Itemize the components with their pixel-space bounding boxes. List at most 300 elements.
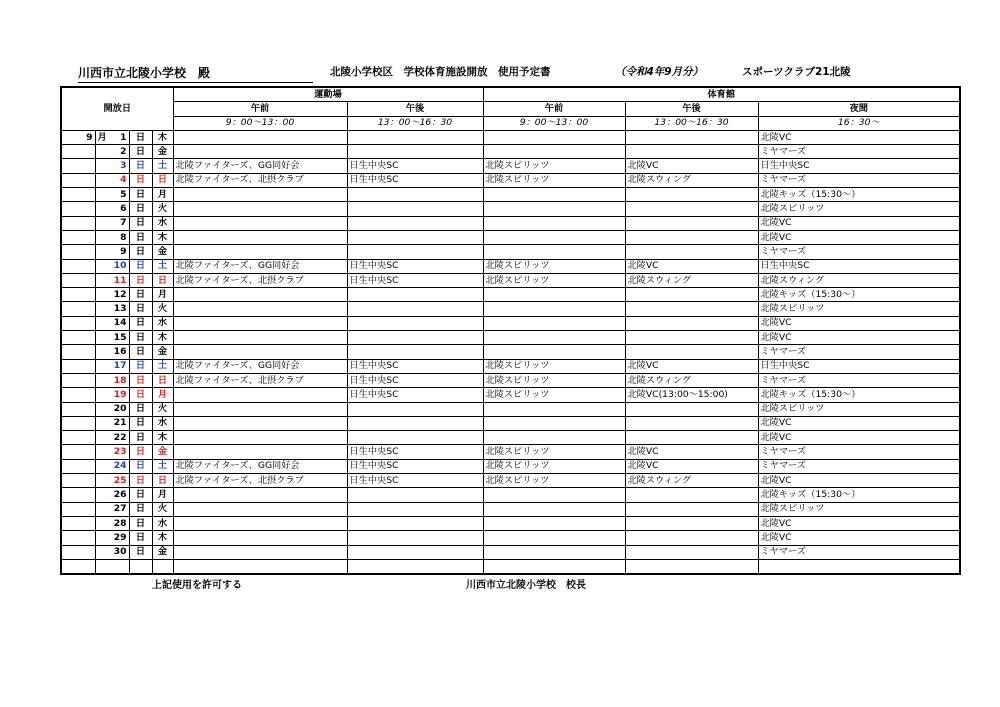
gym-pm-cell: 北陵スウィング <box>625 173 758 187</box>
weekday-cell: 日 <box>152 173 173 187</box>
gym-am-cell: 北陵スピリッツ <box>483 173 625 187</box>
month-cell <box>61 173 95 187</box>
ground-am-cell <box>173 431 347 445</box>
gym-pm-cell <box>625 502 758 516</box>
table-row <box>61 245 960 259</box>
gym-am-time: 9：00～13：00 <box>483 116 625 130</box>
ground-pm-cell: 日生中央SC <box>347 474 483 488</box>
day-suffix-cell: 日 <box>129 331 152 345</box>
ground-pm-cell <box>347 188 483 202</box>
gym-pm-cell: 北陵VC <box>625 445 758 459</box>
table-row <box>61 202 960 216</box>
empty-cell <box>152 559 173 574</box>
day-number-cell: 11 <box>95 273 129 287</box>
day-number-cell: 22 <box>95 431 129 445</box>
ground-am-cell <box>173 316 347 330</box>
gym-pm-cell: 北陵スウィング <box>625 373 758 387</box>
table-row <box>61 345 960 359</box>
gym-night-cell: 日生中央SC <box>758 359 960 373</box>
gym-night-cell: 日生中央SC <box>758 259 960 273</box>
gym-night-cell: ミヤマーズ <box>758 545 960 559</box>
ground-am-cell <box>173 245 347 259</box>
month-cell <box>61 488 95 502</box>
ground-am-cell <box>173 145 347 159</box>
gym-pm-cell: 北陵スウィング <box>625 474 758 488</box>
day-number-cell: 12 <box>95 288 129 302</box>
table-row <box>61 459 960 473</box>
day-number: 1 <box>120 131 127 143</box>
gym-night-cell: 北陵スピリッツ <box>758 502 960 516</box>
table-row <box>61 145 960 159</box>
gym-pm-cell <box>625 245 758 259</box>
ground-header: 運動場 <box>173 87 483 102</box>
ground-pm-cell <box>347 331 483 345</box>
document-period: （令和4年9月分） <box>615 66 704 78</box>
day-suffix-cell: 日 <box>129 345 152 359</box>
table-row <box>61 488 960 502</box>
club-name: スポーツクラブ21北陵 <box>742 66 851 78</box>
gym-am-cell <box>483 230 625 244</box>
day-number-cell: 16 <box>95 345 129 359</box>
weekday-cell: 金 <box>152 545 173 559</box>
table-row <box>61 516 960 530</box>
day-number-cell: 26 <box>95 488 129 502</box>
ground-pm-cell <box>347 545 483 559</box>
gym-night-cell: 日生中央SC <box>758 159 960 173</box>
gym-night-cell: 北陵VC <box>758 216 960 230</box>
ground-am-cell <box>173 488 347 502</box>
gym-pm-cell <box>625 288 758 302</box>
gym-pm-cell <box>625 431 758 445</box>
weekday-cell: 日 <box>152 373 173 387</box>
ground-am-cell <box>173 545 347 559</box>
month-cell <box>61 431 95 445</box>
gym-am-cell: 北陵スピリッツ <box>483 259 625 273</box>
empty-cell <box>173 559 347 574</box>
month-cell <box>61 545 95 559</box>
gym-night-cell: 北陵VC <box>758 130 960 144</box>
gym-night-cell: 北陵VC <box>758 316 960 330</box>
day-suffix-cell: 日 <box>129 230 152 244</box>
gym-night-cell: 北陵スピリッツ <box>758 202 960 216</box>
day-suffix-cell: 日 <box>129 202 152 216</box>
day-number-cell: 27 <box>95 502 129 516</box>
gym-night-cell: 北陵VC <box>758 230 960 244</box>
gym-night-cell: ミヤマーズ <box>758 373 960 387</box>
ground-am-cell <box>173 516 347 530</box>
month-cell: 9 <box>61 130 95 144</box>
ground-am-cell <box>173 130 347 144</box>
document-title: 北陵小学校区 学校体育施設開放 使用予定書 <box>330 66 551 78</box>
ground-pm-cell <box>347 316 483 330</box>
gym-night-cell: 北陵VC <box>758 516 960 530</box>
gym-pm-cell <box>625 416 758 430</box>
weekday-cell: 金 <box>152 245 173 259</box>
day-suffix-cell: 日 <box>129 516 152 530</box>
gym-pm-cell: 北陵VC <box>625 259 758 273</box>
gym-pm-cell: 北陵VC(13:00～15:00) <box>625 388 758 402</box>
month-cell <box>61 245 95 259</box>
ground-am-cell <box>173 331 347 345</box>
day-number-cell: 17 <box>95 359 129 373</box>
weekday-cell: 木 <box>152 130 173 144</box>
empty-cell <box>129 559 152 574</box>
table-row <box>61 402 960 416</box>
ground-am-cell <box>173 230 347 244</box>
gym-am-cell <box>483 316 625 330</box>
ground-pm-cell <box>347 202 483 216</box>
month-cell <box>61 288 95 302</box>
day-suffix-cell: 日 <box>129 474 152 488</box>
day-number-cell: 4 <box>95 173 129 187</box>
gym-am-cell <box>483 545 625 559</box>
ground-pm-cell: 日生中央SC <box>347 445 483 459</box>
gym-night-cell: ミヤマーズ <box>758 445 960 459</box>
weekday-cell: 土 <box>152 459 173 473</box>
gym-night-cell: 北陵スウィング <box>758 273 960 287</box>
weekday-cell: 木 <box>152 431 173 445</box>
day-number-cell: 28 <box>95 516 129 530</box>
weekday-cell: 火 <box>152 402 173 416</box>
month-cell <box>61 230 95 244</box>
day-suffix-cell: 日 <box>129 359 152 373</box>
weekday-cell: 水 <box>152 216 173 230</box>
principal-signature: 川西市立北陵小学校 校長 <box>466 580 586 591</box>
ground-am-cell <box>173 188 347 202</box>
gym-am-cell <box>483 145 625 159</box>
table-row <box>61 502 960 516</box>
month-cell <box>61 516 95 530</box>
ground-pm-cell <box>347 130 483 144</box>
day-number-cell: 21 <box>95 416 129 430</box>
month-cell <box>61 531 95 545</box>
day-number-cell: 24 <box>95 459 129 473</box>
ground-pm-cell: 日生中央SC <box>347 373 483 387</box>
table-row <box>61 216 960 230</box>
gym-am-cell <box>483 331 625 345</box>
weekday-cell: 土 <box>152 159 173 173</box>
gym-am-cell <box>483 288 625 302</box>
weekday-cell: 水 <box>152 516 173 530</box>
ground-pm-cell <box>347 288 483 302</box>
month-cell <box>61 502 95 516</box>
month-cell <box>61 474 95 488</box>
weekday-cell: 月 <box>152 188 173 202</box>
gym-am-cell <box>483 488 625 502</box>
day-number-cell: 15 <box>95 331 129 345</box>
day-number-cell: 2 <box>95 145 129 159</box>
gym-night-cell: 北陵キッズ（15:30～） <box>758 288 960 302</box>
gym-night-cell: 北陵スピリッツ <box>758 302 960 316</box>
day-suffix-cell: 日 <box>129 402 152 416</box>
gym-pm-cell <box>625 216 758 230</box>
gym-night-cell: 北陵VC <box>758 531 960 545</box>
day-suffix-cell: 日 <box>129 302 152 316</box>
day-suffix-cell: 日 <box>129 416 152 430</box>
month-cell <box>61 331 95 345</box>
table-row-empty <box>61 559 960 574</box>
ground-am-cell <box>173 445 347 459</box>
gym-night-cell: ミヤマーズ <box>758 245 960 259</box>
month-cell <box>61 259 95 273</box>
month-cell <box>61 302 95 316</box>
day-number-cell: 30 <box>95 545 129 559</box>
table-row <box>61 431 960 445</box>
ground-pm-cell <box>347 245 483 259</box>
day-suffix-cell: 日 <box>129 145 152 159</box>
day-suffix-cell: 日 <box>129 531 152 545</box>
ground-am-cell <box>173 502 347 516</box>
gym-night-header: 夜間 <box>758 102 960 116</box>
day-suffix-cell: 日 <box>129 431 152 445</box>
weekday-cell: 月 <box>152 488 173 502</box>
ground-pm-cell <box>347 230 483 244</box>
ground-am-cell: 北陵ファイターズ、北摂クラブ <box>173 373 347 387</box>
month-cell <box>61 345 95 359</box>
month-cell <box>61 188 95 202</box>
day-suffix-cell: 日 <box>129 459 152 473</box>
table-row <box>61 302 960 316</box>
ground-am-cell <box>173 388 347 402</box>
open-day-header: 開放日 <box>61 87 173 130</box>
gym-pm-cell <box>625 331 758 345</box>
day-number-cell: 5 <box>95 188 129 202</box>
month-cell <box>61 145 95 159</box>
table-row <box>61 445 960 459</box>
ground-am-cell <box>173 288 347 302</box>
ground-pm-cell: 日生中央SC <box>347 459 483 473</box>
gym-am-header: 午前 <box>483 102 625 116</box>
weekday-cell: 金 <box>152 345 173 359</box>
ground-pm-cell <box>347 145 483 159</box>
gym-pm-cell <box>625 531 758 545</box>
gym-night-cell: 北陵VC <box>758 474 960 488</box>
table-row <box>61 230 960 244</box>
schedule-table <box>60 86 961 575</box>
empty-cell <box>347 559 483 574</box>
gym-night-cell: 北陵スピリッツ <box>758 402 960 416</box>
ground-pm-cell <box>347 431 483 445</box>
gym-pm-cell <box>625 230 758 244</box>
day-number-cell: 18 <box>95 373 129 387</box>
day-suffix-cell: 日 <box>129 259 152 273</box>
gym-pm-cell: 北陵スウィング <box>625 273 758 287</box>
ground-am-cell <box>173 345 347 359</box>
table-row <box>61 373 960 387</box>
day-number-cell: 29 <box>95 531 129 545</box>
gym-night-cell: 北陵キッズ（15:30～） <box>758 188 960 202</box>
month-cell <box>61 445 95 459</box>
ground-pm-cell <box>347 402 483 416</box>
ground-pm-cell <box>347 302 483 316</box>
gym-pm-cell <box>625 545 758 559</box>
ground-pm-cell <box>347 516 483 530</box>
table-row <box>61 130 960 144</box>
table-row <box>61 159 960 173</box>
gym-am-cell <box>483 502 625 516</box>
day-suffix-cell: 日 <box>129 488 152 502</box>
gym-pm-cell <box>625 345 758 359</box>
addressee-school: 川西市立北陵小学校 殿 <box>78 64 313 83</box>
gym-am-cell: 北陵スピリッツ <box>483 273 625 287</box>
empty-cell <box>625 559 758 574</box>
gym-night-cell: 北陵VC <box>758 416 960 430</box>
day-number-cell: 7 <box>95 216 129 230</box>
table-row <box>61 288 960 302</box>
gym-am-cell <box>483 130 625 144</box>
gym-pm-cell <box>625 488 758 502</box>
gym-pm-cell: 北陵VC <box>625 459 758 473</box>
empty-cell <box>95 559 129 574</box>
gym-night-cell: 北陵VC <box>758 331 960 345</box>
gym-am-cell <box>483 245 625 259</box>
ground-pm-time: 13：00～16：30 <box>347 116 483 130</box>
table-row <box>61 331 960 345</box>
gym-am-cell <box>483 216 625 230</box>
weekday-cell: 木 <box>152 331 173 345</box>
day-suffix-cell: 日 <box>129 188 152 202</box>
empty-cell <box>483 559 625 574</box>
permission-statement: 上記使用を許可する <box>152 580 242 591</box>
ground-pm-cell <box>347 488 483 502</box>
weekday-cell: 火 <box>152 202 173 216</box>
ground-am-header: 午前 <box>173 102 347 116</box>
ground-pm-cell: 日生中央SC <box>347 273 483 287</box>
gym-am-cell <box>483 531 625 545</box>
month-cell <box>61 159 95 173</box>
month-cell <box>61 416 95 430</box>
weekday-cell: 月 <box>152 388 173 402</box>
weekday-cell: 土 <box>152 359 173 373</box>
gym-am-cell <box>483 202 625 216</box>
weekday-cell: 日 <box>152 474 173 488</box>
ground-pm-cell <box>347 216 483 230</box>
gym-pm-cell <box>625 188 758 202</box>
day-number-cell: 8 <box>95 230 129 244</box>
ground-am-cell: 北陵ファイターズ、北摂クラブ <box>173 273 347 287</box>
gym-header: 体育館 <box>483 87 960 102</box>
month-cell <box>61 402 95 416</box>
weekday-cell: 水 <box>152 416 173 430</box>
gym-pm-cell <box>625 402 758 416</box>
gym-pm-cell <box>625 516 758 530</box>
ground-am-cell: 北陵ファイターズ、GG同好会 <box>173 459 347 473</box>
gym-am-cell <box>483 402 625 416</box>
gym-pm-cell <box>625 302 758 316</box>
day-number-cell: 10 <box>95 259 129 273</box>
day-suffix-cell: 日 <box>129 502 152 516</box>
gym-am-cell <box>483 516 625 530</box>
ground-am-cell <box>173 216 347 230</box>
day-suffix-cell: 日 <box>129 445 152 459</box>
day-number-cell: 23 <box>95 445 129 459</box>
table-row <box>61 173 960 187</box>
ground-am-time: 9：00～13：00 <box>173 116 347 130</box>
day-suffix-cell: 日 <box>129 159 152 173</box>
weekday-cell: 日 <box>152 273 173 287</box>
ground-pm-cell: 日生中央SC <box>347 388 483 402</box>
ground-pm-header: 午後 <box>347 102 483 116</box>
gym-am-cell: 北陵スピリッツ <box>483 388 625 402</box>
gym-night-cell: 北陵VC <box>758 431 960 445</box>
gym-night-cell: 北陵キッズ（15:30～） <box>758 488 960 502</box>
month-cell <box>61 273 95 287</box>
day-suffix-cell: 日 <box>129 273 152 287</box>
weekday-cell: 火 <box>152 502 173 516</box>
gym-night-time: 16：30～ <box>758 116 960 130</box>
gym-night-cell: 北陵キッズ（15:30～） <box>758 388 960 402</box>
day-number-cell: 6 <box>95 202 129 216</box>
table-row <box>61 531 960 545</box>
day-number-cell: 19 <box>95 388 129 402</box>
ground-pm-cell: 日生中央SC <box>347 259 483 273</box>
gym-am-cell <box>483 302 625 316</box>
weekday-cell: 月 <box>152 288 173 302</box>
table-row <box>61 188 960 202</box>
gym-am-cell: 北陵スピリッツ <box>483 359 625 373</box>
day-suffix-cell: 日 <box>129 173 152 187</box>
weekday-cell: 火 <box>152 302 173 316</box>
ground-am-cell <box>173 531 347 545</box>
weekday-cell: 土 <box>152 259 173 273</box>
month-cell <box>61 373 95 387</box>
gym-am-cell: 北陵スピリッツ <box>483 373 625 387</box>
month-cell <box>61 459 95 473</box>
gym-night-cell: ミヤマーズ <box>758 345 960 359</box>
month-suffix-cell <box>95 130 129 144</box>
day-suffix-cell: 日 <box>129 545 152 559</box>
day-number-cell: 25 <box>95 474 129 488</box>
gym-pm-cell <box>625 145 758 159</box>
table-row <box>61 359 960 373</box>
ground-am-cell: 北陵ファイターズ、北摂クラブ <box>173 474 347 488</box>
ground-pm-cell <box>347 416 483 430</box>
empty-cell <box>61 559 95 574</box>
gym-pm-cell <box>625 202 758 216</box>
table-row <box>61 259 960 273</box>
gym-pm-cell: 北陵VC <box>625 159 758 173</box>
gym-am-cell <box>483 431 625 445</box>
month-cell <box>61 359 95 373</box>
gym-am-cell: 北陵スピリッツ <box>483 445 625 459</box>
day-suffix-cell: 日 <box>129 316 152 330</box>
table-row <box>61 416 960 430</box>
day-suffix-cell: 日 <box>129 245 152 259</box>
day-number-cell: 14 <box>95 316 129 330</box>
gym-am-cell <box>483 188 625 202</box>
gym-am-cell <box>483 345 625 359</box>
ground-pm-cell <box>347 531 483 545</box>
day-number-cell: 20 <box>95 402 129 416</box>
ground-pm-cell <box>347 502 483 516</box>
gym-pm-cell: 北陵VC <box>625 359 758 373</box>
ground-am-cell: 北陵ファイターズ、GG同好会 <box>173 259 347 273</box>
ground-am-cell <box>173 202 347 216</box>
ground-pm-cell: 日生中央SC <box>347 359 483 373</box>
gym-am-cell: 北陵スピリッツ <box>483 159 625 173</box>
weekday-cell: 木 <box>152 230 173 244</box>
day-suffix-cell: 日 <box>129 216 152 230</box>
gym-pm-cell <box>625 316 758 330</box>
table-row <box>61 273 960 287</box>
weekday-cell: 金 <box>152 145 173 159</box>
weekday-cell: 木 <box>152 531 173 545</box>
ground-am-cell <box>173 402 347 416</box>
gym-am-cell: 北陵スピリッツ <box>483 474 625 488</box>
empty-cell <box>758 559 960 574</box>
month-cell <box>61 316 95 330</box>
month-cell <box>61 202 95 216</box>
